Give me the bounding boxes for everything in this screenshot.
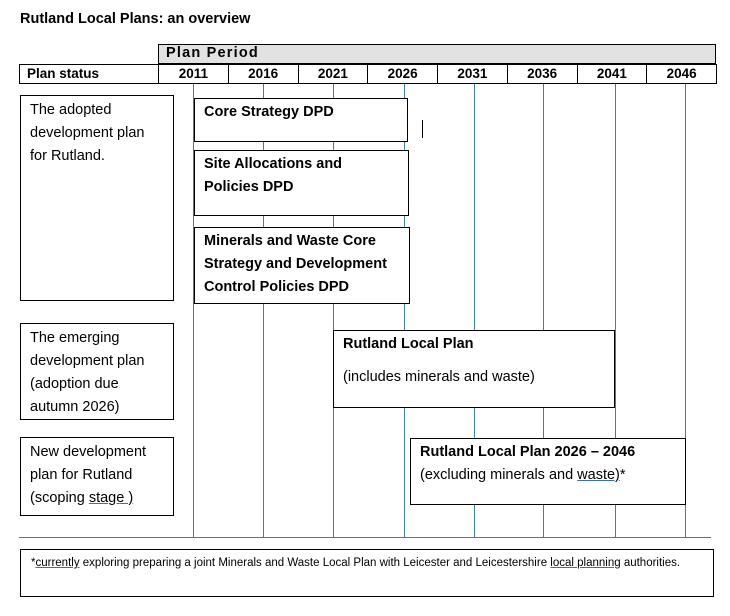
- year-2031: 2031: [438, 65, 508, 83]
- plan-2026-desc-asterisk: *: [619, 467, 626, 483]
- plan-core-strategy-name: Core Strategy DPD: [204, 104, 334, 120]
- page-title: Rutland Local Plans: an overview: [20, 11, 251, 27]
- status-adopted-label: The adopted development plan for Rutland.: [30, 102, 145, 164]
- year-2026: 2026: [368, 65, 438, 83]
- timeline-baseline: [19, 537, 711, 538]
- plan-2026-desc-text: (excluding minerals and: [420, 467, 578, 483]
- status-new-label: New development plan for Rutland (scoping: [30, 444, 147, 506]
- footnote-star: *: [31, 557, 36, 569]
- status-new: [20, 437, 174, 516]
- year-2021: 2021: [299, 65, 369, 83]
- status-adopted: [20, 95, 174, 301]
- footnote-text-2: authorities.: [620, 557, 681, 569]
- year-2046: 2046: [666, 66, 697, 81]
- plan-site-allocations-name: Site Allocations and Policies DPD: [204, 156, 343, 195]
- year-2041: 2041: [578, 65, 648, 83]
- footnote-link-local-planning: local planning: [550, 557, 621, 569]
- text-cursor: [422, 120, 423, 138]
- plan-status-header: Plan status: [20, 65, 159, 83]
- year-2036: 2036: [508, 65, 578, 83]
- plan-rutland-local-plan-2026-name: Rutland Local Plan 2026 – 2046: [420, 444, 636, 460]
- status-emerging: [20, 323, 174, 420]
- footnote: [20, 549, 714, 597]
- status-new-stage-link: stage ): [88, 490, 134, 506]
- plan-period-label: Plan Period: [166, 45, 259, 61]
- footnote-text-1: exploring preparing a joint Minerals and Waste Local Plan with Leicester and Leicestershire: [79, 557, 551, 569]
- plan-rutland-local-plan-2026-desc: [420, 464, 677, 487]
- plan-2026-desc-link: waste): [577, 467, 620, 483]
- plan-minerals-waste-name: Minerals and Waste Core Strategy and Development Control Policies DPD: [204, 233, 387, 295]
- plan-rutland-local-plan-2026: [410, 438, 686, 505]
- plan-rutland-local-plan-name: Rutland Local Plan: [343, 336, 474, 352]
- footnote-link-currently: currently: [35, 557, 80, 569]
- year-2016: 2016: [229, 65, 299, 83]
- year-2011: 2011: [159, 65, 229, 83]
- plan-site-allocations: [194, 150, 409, 216]
- plan-minerals-waste: [194, 227, 410, 304]
- year-header-row: [19, 64, 717, 84]
- plan-rutland-local-plan: [333, 330, 615, 408]
- plan-core-strategy: [194, 98, 408, 142]
- status-emerging-label: The emerging development plan (adoption due autumn 2026): [30, 330, 145, 415]
- plan-rutland-local-plan-desc: (includes minerals and waste): [343, 369, 535, 385]
